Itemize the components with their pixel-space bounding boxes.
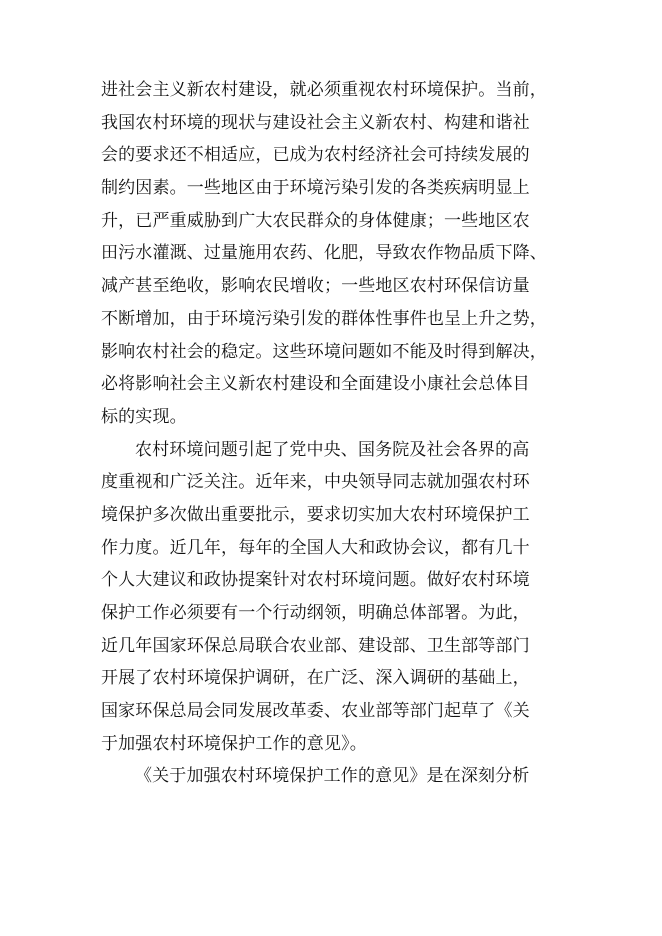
- body-text: [101, 74, 561, 793]
- text-line: 我国农村环境的现状与建设社会主义新农村、构建和谐社: [101, 112, 530, 133]
- paragraph-start-line: 农村环境问题引起了党中央、国务院及社会各界的高: [135, 439, 530, 460]
- text-line: 境保护多次做出重要批示，要求切实加大农村环境保护工: [101, 504, 530, 525]
- text-line: 制约因素。一些地区由于环境污染引发的各类疾病明显上: [101, 178, 530, 199]
- text-line: 减产甚至绝收，影响农民增收；一些地区农村环保信访量: [101, 276, 530, 297]
- text-line: 保护工作必须要有一个行动纲领，明确总体部署。为此，: [101, 603, 530, 623]
- text-line: 国家环保总局会同发展改革委、农业部等部门起草了《关: [101, 701, 530, 722]
- text-line: 个人大建议和政协提案针对农村环境问题。做好农村环境: [101, 570, 530, 591]
- text-line: 会的要求还不相适应，已成为农村经济社会可持续发展的: [101, 145, 530, 166]
- text-line: 升，已严重威胁到广大农民群众的身体健康；一些地区农: [101, 210, 530, 231]
- text-line: 作力度。近几年，每年的全国人大和政协会议，都有几十: [101, 537, 530, 558]
- text-line: 进社会主义新农村建设，就必须重视农村环境保护。当前，: [101, 80, 547, 100]
- text-line: 度重视和广泛关注。近年来，中央领导同志就加强农村环: [101, 472, 530, 493]
- text-line: 不断增加，由于环境污染引发的群体性事件也呈上升之势，: [101, 308, 547, 329]
- text-line: 影响农村社会的稳定。这些环境问题如不能及时得到解决，: [101, 341, 547, 362]
- text-line: 于加强农村环境保护工作的意见》。: [101, 733, 367, 754]
- text-line: 标的实现。: [101, 406, 187, 427]
- text-line: 田污水灌溉、过量施用农药、化肥，导致农作物品质下降、: [101, 243, 547, 264]
- text-line: 必将影响社会主义新农村建设和全面建设小康社会总体目: [101, 374, 530, 395]
- text-line: 近几年国家环保总局联合农业部、建设部、卫生部等部门: [101, 635, 530, 656]
- text-line: 开展了农村环境保护调研，在广泛、深入调研的基础上，: [101, 668, 530, 689]
- paragraph-start-line: 《关于加强农村环境保护工作的意见》是在深刻分析: [135, 766, 530, 787]
